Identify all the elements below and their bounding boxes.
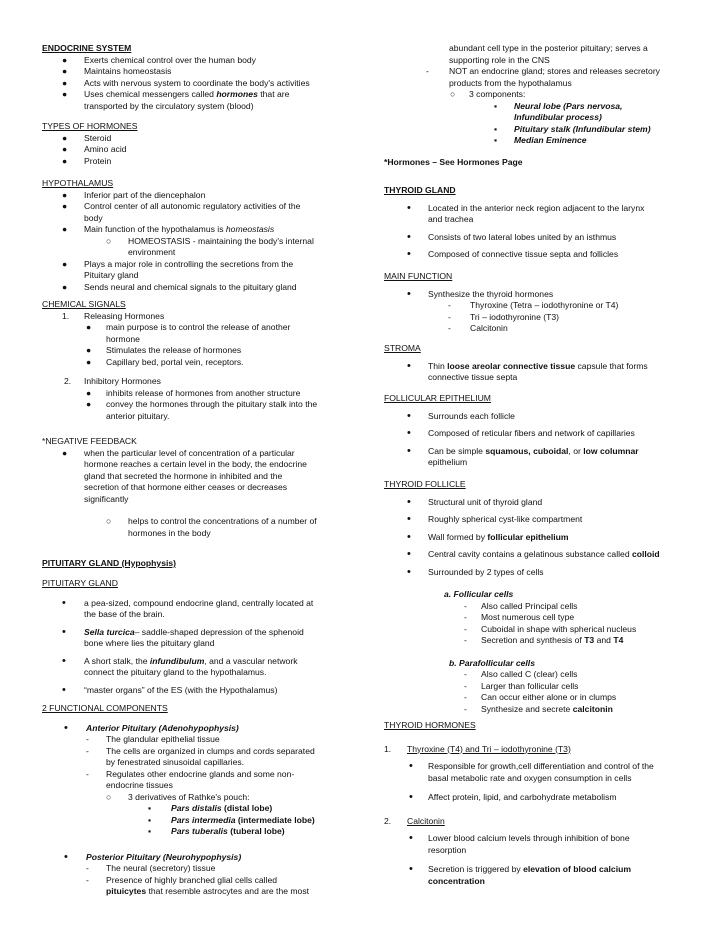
- list-item: • Central cavity contains a gelatinous substance called colloid: [407, 548, 660, 560]
- square-item-continuation: Infundibular process): [514, 112, 602, 122]
- pituitary-heading: PITUITARY GLAND (Hypophysis): [42, 558, 177, 568]
- cell-types-section: [384, 589, 694, 715]
- list-item-continuation: gland that secreted the hormone in inhibited and the: [84, 470, 283, 481]
- list-item: ● Amino acid: [62, 144, 127, 154]
- negative-feedback-section: [42, 436, 340, 539]
- stroma-title: STROMA: [384, 343, 421, 353]
- dash-item: - The cells are organized in clumps and cords separated: [86, 745, 315, 756]
- list-item: • Affect protein, lipid, and carbohydrate metabolism: [409, 791, 617, 803]
- list-item: • Consists of two lateral lobes united by an isthmus: [407, 230, 617, 243]
- negative-feedback-title: *NEGATIVE FEEDBACK: [42, 436, 137, 446]
- numbered-item: 2. Inhibitory Hormones: [64, 376, 161, 386]
- list-item: • Anterior Pituitary (Adenohypophysis): [64, 721, 239, 734]
- numbered-item: 2. Calcitonin: [384, 815, 445, 826]
- square-item: ▪ Pars tuberalis (tuberal lobe): [148, 826, 285, 836]
- list-item: ● Steroid: [62, 132, 112, 143]
- continued-text: abundant cell type in the posterior pituitary; serves a: [449, 43, 648, 53]
- chemical-signals-title: CHEMICAL SIGNALS: [42, 299, 126, 309]
- main-function-section: [384, 271, 694, 335]
- functional-components-title: 2 FUNCTIONAL COMPONENTS: [42, 703, 168, 713]
- list-item: ● Protein: [62, 155, 112, 166]
- square-item: ▪ Pituitary stalk (Infundibular stem): [494, 123, 651, 134]
- endocrine-title: ENDOCRINE SYSTEM: [42, 43, 132, 53]
- list-item: ● Main function of the hypothalamus is homeostasis: [62, 224, 275, 234]
- dash-item-continuation: by fenestrated sinusoidal capillaries.: [106, 757, 245, 767]
- follicular-epithelium-section: [384, 393, 694, 469]
- list-item-continuation: and trachea: [428, 214, 474, 224]
- list-item: • Posterior Pituitary (Neurohypophysis): [64, 850, 242, 863]
- list-item: • “master organs” of the ES (with the Hypothalamus): [62, 683, 278, 696]
- list-item: ● Stimulates the release of hormones: [86, 345, 242, 355]
- dash-item: - The neural (secretory) tissue: [86, 863, 216, 873]
- list-item-continuation: hormone: [106, 333, 140, 344]
- numbered-item: 1. Releasing Hormones: [62, 310, 165, 321]
- list-item: ● Maintains homeostasis: [62, 66, 172, 76]
- list-item-continuation: significantly: [84, 493, 129, 504]
- list-item: • Sella turcica– saddle-shaped depression of the sphenoid: [62, 625, 304, 638]
- thyroid-gland-title: THYROID GLAND: [384, 185, 456, 195]
- pituitary-section: [42, 578, 340, 696]
- list-item: • Wall formed by follicular epithelium: [407, 530, 569, 543]
- dash-item: - Synthesize and secrete calcitonin: [464, 703, 613, 714]
- list-item: ● Exerts chemical control over the human body: [62, 54, 256, 65]
- list-item: • Lower blood calcium levels through inhibition of bone: [409, 832, 630, 844]
- dash-item: - Presence of highly branched glial cells called: [86, 874, 278, 885]
- list-item: • Roughly spherical cyst-like compartment: [407, 513, 583, 525]
- hypothalamus-title: HYPOTHALAMUS: [42, 178, 114, 188]
- chemical-signals-section: [42, 299, 340, 422]
- functional-components-section: [42, 703, 340, 898]
- list-item: ● when the particular level of concentration of a particular: [62, 447, 295, 458]
- list-item-continuation: connect the pituitary gland to the hypothalamus.: [84, 667, 267, 677]
- list-item-continuation: secretion of that hormone either ceases or decreases: [84, 482, 288, 492]
- thyroid-follicle-title: THYROID FOLLICLE: [384, 479, 466, 489]
- list-item: ● Inferior part of the diencephalon: [62, 189, 206, 200]
- sub-list-item: ○ HOMEOSTASIS - maintaining the body's internal: [106, 235, 314, 246]
- sub-list-item: ○ 3 components:: [450, 89, 526, 99]
- list-item: ● Sends neural and chemical signals to the pituitary gland: [62, 281, 297, 292]
- list-item-continuation: concentration: [428, 875, 485, 886]
- square-item: ▪ Pars intermedia (intermediate lobe): [148, 814, 315, 825]
- list-item-continuation: bone where lies the pituitary gland: [84, 638, 215, 648]
- list-item-continuation: anterior pituitary.: [106, 410, 170, 421]
- list-item-continuation: Pituitary gland: [84, 270, 139, 280]
- list-item: ● main purpose is to control the release of another: [86, 322, 291, 332]
- list-item: • Located in the anterior neck region adjacent to the larynx: [407, 201, 645, 214]
- list-item: • Thin loose areolar connective tissue capsule that forms: [407, 359, 648, 372]
- list-item: • a pea-sized, compound endocrine gland, centrally located at: [62, 596, 314, 609]
- list-item: • Responsible for growth,cell differentiation and control of the: [409, 760, 654, 772]
- dash-item: - Also called C (clear) cells: [464, 669, 578, 679]
- sub-list-item: ○ helps to control the concentrations of a number of: [106, 516, 317, 526]
- hypothalamus-section: [42, 178, 340, 293]
- list-item: • Surrounds each follicle: [407, 409, 515, 422]
- list-item: ● Control center of all autonomic regulatory activities of the: [62, 201, 301, 211]
- dash-item: - Regulates other endocrine glands and some non-: [86, 768, 295, 779]
- dash-item-continuation: endocrine tissues: [106, 780, 173, 790]
- main-function-title: MAIN FUNCTION: [384, 271, 453, 281]
- list-item: ● Plays a major role in controlling the secretions from the: [62, 258, 294, 269]
- square-item: ▪ Neural lobe (Pars nervosa,: [494, 100, 623, 111]
- sub-list-item-continuation: environment: [128, 247, 176, 257]
- thyroid-follicle-section: [384, 479, 694, 578]
- list-item: • Structural unit of thyroid gland: [407, 495, 543, 508]
- dash-item: - Most numerous cell type: [464, 612, 575, 622]
- list-item: • Can be simple squamous, cuboidal, or low columnar: [407, 444, 639, 457]
- list-item-continuation: connective tissue septa: [428, 372, 518, 382]
- list-item: ● Acts with nervous system to coordinate the body's activities: [62, 77, 310, 88]
- list-item: • Secretion is triggered by elevation of blood calcium: [409, 863, 631, 875]
- list-item: • Composed of connective tissue septa and follicles: [407, 248, 619, 260]
- parafollicular-cells-title: b. Parafollicular cells: [449, 657, 535, 668]
- stroma-section: [384, 343, 694, 384]
- continued-text: supporting role in the CNS: [449, 54, 550, 65]
- list-item-continuation: resorption: [428, 844, 467, 855]
- dash-item: - Tri – iodothyronine (T3): [448, 311, 559, 322]
- hormones-note: *Hormones – See Hormones Page: [384, 156, 523, 167]
- dash-item-continuation: pituicytes that resemble astrocytes and are the most: [106, 886, 310, 896]
- thyroid-hormones-title: THYROID HORMONES: [384, 720, 476, 730]
- list-item-continuation: transported by the circulatory system (blood): [84, 100, 254, 111]
- list-item: ● convey the hormones through the pituitary stalk into the: [86, 399, 318, 409]
- follicular-cells-title: a. Follicular cells: [444, 589, 514, 599]
- list-item-continuation: hormone reaches a certain level in the body, the endocrine: [84, 459, 307, 469]
- types-section: [42, 121, 340, 167]
- list-item: • Synthesize the thyroid hormones: [407, 287, 554, 300]
- sub-list-item: ○ 3 derivatives of Rathke's pouch:: [106, 791, 250, 802]
- list-item: ● Uses chemical messengers called hormones that are: [62, 89, 290, 99]
- numbered-item: 1. Thyroxine (T4) and Tri – iodothyronine (T3): [384, 743, 571, 754]
- thyroid-hormones-section: [384, 720, 694, 887]
- list-item: • A short stalk, the infundibulum, and a vascular network: [62, 654, 298, 667]
- list-item-continuation: body: [84, 212, 103, 223]
- dash-item: - The glandular epithelial tissue: [86, 734, 220, 744]
- dash-item: - Larger than follicular cells: [464, 680, 579, 691]
- dash-item: - Cuboidal in shape with spherical nucleus: [464, 623, 637, 634]
- types-title: TYPES OF HORMONES: [42, 121, 138, 131]
- square-item: ▪ Median Eminence: [494, 135, 587, 145]
- list-item-continuation: basal metabolic rate and oxygen consumption in cells: [428, 772, 632, 783]
- sub-list-item-continuation: hormones in the body: [128, 527, 211, 538]
- list-item-continuation: epithelium: [428, 457, 468, 467]
- list-item: • Surrounded by 2 types of cells: [407, 565, 544, 578]
- list-item-continuation: the base of the brain.: [84, 609, 165, 619]
- list-item: ● inhibits release of hormones from another structure: [86, 387, 301, 398]
- list-item: • Composed of reticular fibers and network of capillaries: [407, 427, 635, 439]
- dash-item-continuation: products from the hypothalamus: [449, 77, 572, 88]
- thyroid-gland-section: [384, 185, 694, 261]
- pituitary-title: PITUITARY GLAND: [42, 578, 118, 588]
- dash-item: - NOT an endocrine gland; stores and releases secretory: [426, 66, 660, 76]
- follicular-epithelium-title: FOLLICULAR EPITHELIUM: [384, 393, 491, 403]
- dash-item: - Thyroxine (Tetra – iodothyronine or T4): [448, 300, 619, 310]
- dash-item: - Secretion and synthesis of T3 and T4: [464, 635, 624, 645]
- dash-item: - Calcitonin: [448, 323, 508, 333]
- dash-item: - Can occur either alone or in clumps: [464, 692, 617, 702]
- posterior-continued: [384, 43, 694, 168]
- list-item: ● Capillary bed, portal vein, receptors.: [86, 356, 244, 367]
- square-item: ▪ Pars distalis (distal lobe): [148, 803, 273, 813]
- dash-item: - Also called Principal cells: [464, 600, 578, 611]
- endocrine-section: [42, 43, 340, 112]
